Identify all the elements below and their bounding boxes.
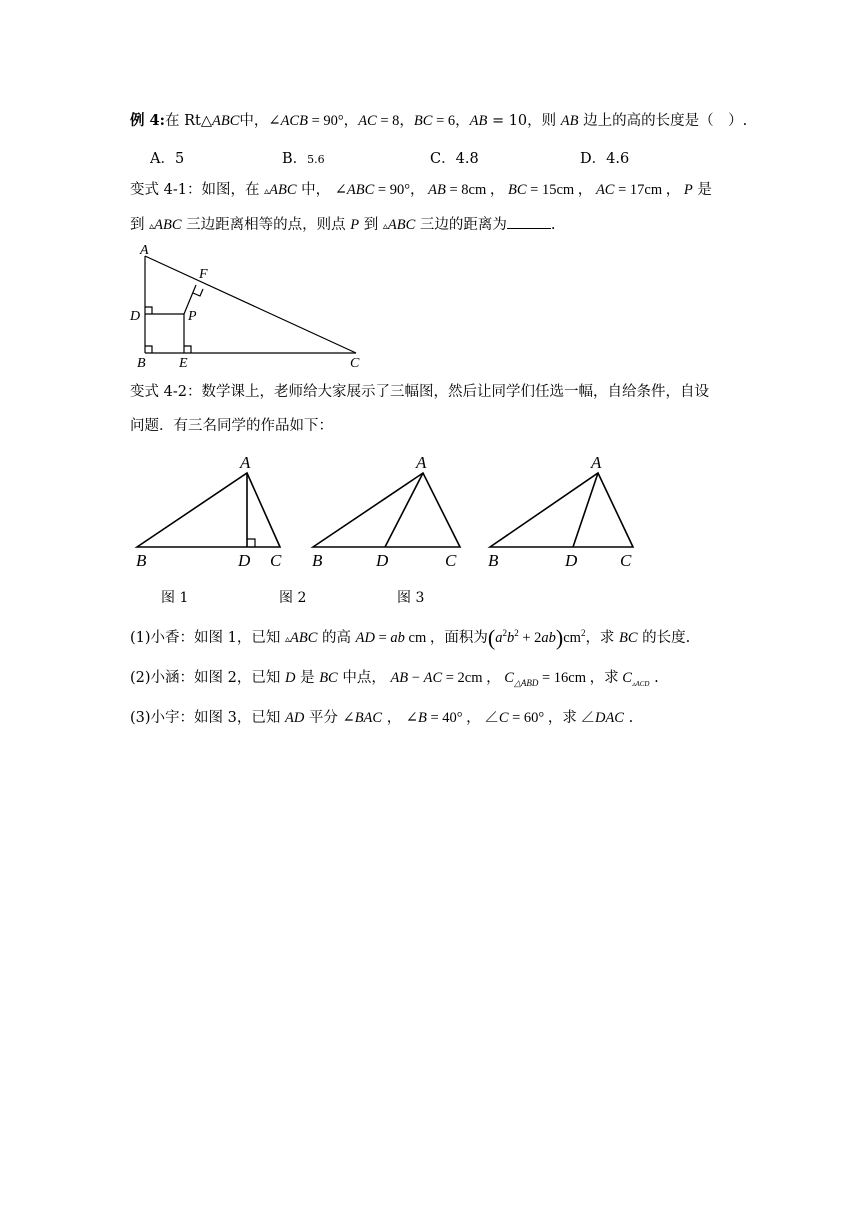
fig3-label-b: B [488,551,499,570]
fig41-label-e: E [179,356,188,371]
variant-4-2-line-1: 变式 4-2：数学课上，老师给大家展示了三幅图，然后让同学们任选一幅，自给条件，自设 [130,384,709,400]
fig3-label-d: D [565,551,578,570]
fig41-label-c: C [350,356,360,371]
fig2-label-b: B [312,551,323,570]
question-3: (3)小宇：如图 3，已知 AD 平分 ∠BAC ， ∠B = 40° ， ∠C = 60° ，求 ∠DAC . [130,710,634,726]
option-a: A．5 [150,151,185,167]
option-b: B．5.6 [282,151,325,167]
question-2: (2)小涵：如图 2，已知 D 是 BC 中点， AB − AC = 2cm ， $C_{\triangle ABD} = 16cm$ ，求 $C_{▵ACD}$ . [130,670,659,688]
fig41-label-d: D [130,309,141,324]
variant-4-2-line-2: 问题．有三名同学的作品如下： [130,418,333,434]
variant-4-1-line-1: 变式 4-1：如图，在 ▵ABC 中， ∠ABC = 90°， AB = 8cm ， BC = 15cm ， AC = 17cm ， P 是 [130,182,712,198]
fig1-label-c: C [270,551,282,570]
option-c: C．4.8 [430,151,479,167]
fig41-label-f: F [199,267,208,282]
fig1-label-d: D [238,551,251,570]
variant-4-1-line-2: 到 ▵ABC 三边距离相等的点，则点 P 到 ▵ABC 三边的距离为 . [130,214,555,237]
fig3-label-c: C [620,551,632,570]
fig41-label-p: P [188,309,197,324]
fig2-label-c: C [445,551,457,570]
caption-figure-1: 图 1 [161,590,189,606]
option-d: D．4.6 [580,151,630,167]
fig1-label-b: B [136,551,147,570]
fig41-label-b: B [137,356,146,371]
fig2-label-d: D [376,551,389,570]
caption-figure-2: 图 2 [279,590,307,606]
question-1: (1)小香：如图 1，已知 ▵ABC 的高 AD = ab cm ，面积为$(a^2b^2 + 2ab)cm^2$，求 BC 的长度. [130,624,691,650]
fig2-label-a: A [416,453,427,472]
caption-figure-3: 图 3 [397,590,425,606]
example-label: 例 4: [130,112,165,129]
fig41-label-a: A [140,243,149,258]
figures-1-2-3 [0,0,860,600]
fig3-label-a: A [591,453,602,472]
fig1-label-a: A [240,453,251,472]
example-4-question: 例 4:在 Rt△ABC中，∠ACB = 90°，AC = 8，BC = 6，AB = 10，则 AB 边上的高的长度是（ ）. [130,112,748,129]
